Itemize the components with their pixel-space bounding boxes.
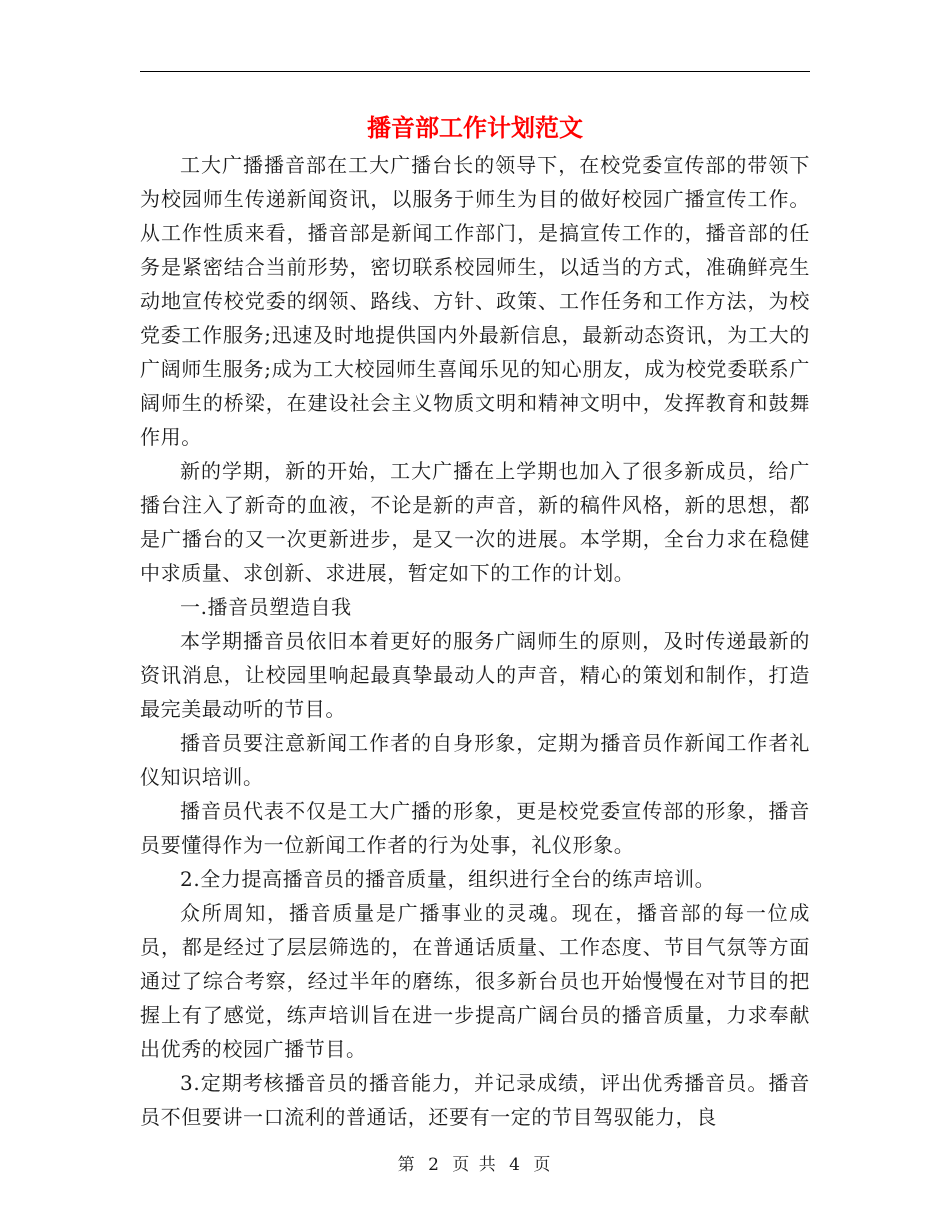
document-body xyxy=(140,148,810,1134)
section-heading: 3.定期考核播音员的播音能力，并记录成绩，评出优秀播音员。播音员不但要讲一口流利的普通话，还要有一定的节目驾驭能力，良 xyxy=(140,1071,810,1129)
section-heading: 2.全力提高播音员的播音质量，组织进行全台的练声培训。 xyxy=(180,867,716,891)
header-rule xyxy=(140,71,810,72)
page-footer xyxy=(0,1150,950,1175)
footer-prefix: 第 xyxy=(397,1155,417,1175)
paragraph: 本学期播音员依旧本着更好的服务广阔师生的原则，及时传递最新的资讯消息，让校园里响起最真挚最动人的声音，精心的策划和制作，打造最完美最动听的节目。 xyxy=(140,629,810,721)
paragraph: 新的学期，新的开始，工大广播在上学期也加入了很多新成员，给广播台注入了新奇的血液，不论是新的声音，新的稿件风格，新的思想，都是广播台的又一次更新进步，是又一次的进展。本学期，全台力求在稳健中求质量、求创新、求进展，暂定如下的工作的计划。 xyxy=(140,459,810,585)
footer-total-pages: 4 xyxy=(509,1155,522,1175)
footer-suffix: 页 xyxy=(533,1155,553,1175)
paragraph: 播音员代表不仅是工大广播的形象，更是校党委宣传部的形象，播音员要懂得作为一位新闻工作者的行为处事，礼仪形象。 xyxy=(140,799,810,857)
paragraph: 工大广播播音部在工大广播台长的领导下，在校党委宣传部的带领下为校园师生传递新闻资讯，以服务于师生为目的做好校园广播宣传工作。从工作性质来看，播音部是新闻工作部门，是搞宣传工作的，播音部的任务是紧密结合当前形势，密切联系校园师生，以适当的方式，准确鲜亮生动地宣传校党委的纲领、路线、方针、政策、工作任务和工作方法，为校党委工作服务;迅速及时地提供国内外最新信息，最新动态资讯，为工大的广阔师生服务;成为工大校园师生喜闻乐见的知心朋友，成为校党委联系广阔师生的桥梁，在建设社会主义物质文明和精神文明中，发挥教育和鼓舞作用。 xyxy=(140,153,810,449)
document-title: 播音部工作计划范文 xyxy=(367,114,583,142)
paragraph: 众所周知，播音质量是广播事业的灵魂。现在，播音部的每一位成员，都是经过了层层筛选的，在普通话质量、工作态度、节目气氛等方面通过了综合考察，经过半年的磨练，很多新台员也开始慢慢在对节目的把握上有了感觉，练声培训旨在进一步提高广阔台员的播音质量，力求奉献出优秀的校园广播节目。 xyxy=(140,901,810,1061)
paragraph: 播音员要注意新闻工作者的自身形象，定期为播音员作新闻工作者礼仪知识培训。 xyxy=(140,731,810,789)
footer-current-page: 2 xyxy=(428,1155,441,1175)
section-heading: 一.播音员塑造自我 xyxy=(180,595,352,619)
footer-middle: 页 共 xyxy=(452,1155,498,1175)
